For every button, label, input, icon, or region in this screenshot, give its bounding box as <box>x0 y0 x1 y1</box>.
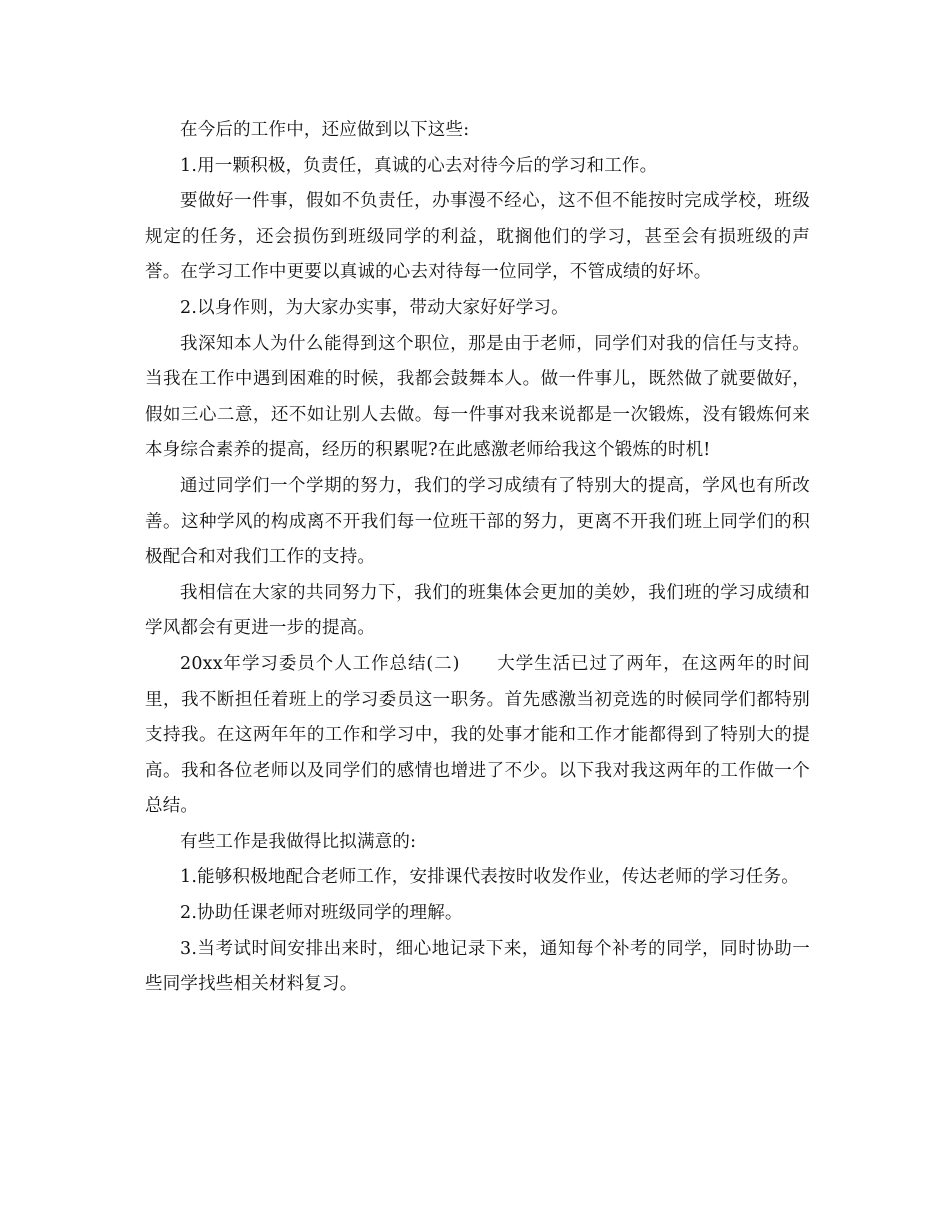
paragraph-list-1: 1.能够积极地配合老师工作，安排课代表按时收发作业，传达老师的学习任务。 <box>180 867 799 888</box>
paragraph-trust: 我深知本人为什么能得到这个职位，那是由于老师，同学们对我的信任与支持。当我在工作中遇到困难的时候，我都会鼓舞本人。做一件事儿，既然做了就要做好，假如三心二意，还不如让别人去做。每一件事对我来说都是一次锻炼，没有锻炼何来本身综合素养的提高，经历的积累呢?在此感激老师给我这个锻炼的时机! <box>145 333 810 461</box>
paragraph-satisfied: 有些工作是我做得比拟满意的: <box>180 831 417 852</box>
paragraph-belief: 我相信在大家的共同努力下，我们的班集体会更加的美妙，我们班的学习成绩和学风都会有更进一步的提高。 <box>145 582 810 639</box>
paragraph-item-1: 1.用一颗积极，负责任，真诚的心去对待今后的学习和工作。 <box>180 155 658 176</box>
paragraph-list-3: 3.当考试时间安排出来时，细心地记录下来，通知每个补考的同学，同时协助一些同学找些相关材料复习。 <box>145 938 810 995</box>
paragraph-list-2: 2.协助任课老师对班级同学的理解。 <box>180 903 463 924</box>
paragraph-intro: 在今后的工作中，还应做到以下这些: <box>180 120 470 140</box>
paragraph-responsibility: 要做好一件事，假如不负责任，办事漫不经心，这不但不能按时完成学校，班级规定的任务，还会损伤到班级同学的利益，耽搁他们的学习，甚至会有损班级的声誉。在学习工作中更要以真诚的心去对待每一位同学，不管成绩的好坏。 <box>145 191 810 283</box>
paragraph-progress: 通过同学们一个学期的努力，我们的学习成绩有了特别大的提高，学风也有所改善。这种学风的构成离不开我们每一位班干部的努力，更离不开我们班上同学们的积极配合和对我们工作的支持。 <box>145 475 810 568</box>
document-body <box>145 113 810 1003</box>
paragraph-summary-two: 20xx年学习委员个人工作总结(二) 大学生活已过了两年，在这两年的时间里，我不断担任着班上的学习委员这一职务。首先感激当初竞选的时候同学们都特别支持我。在这两年年的工作和学习中，我的处事才能和工作才能都得到了特别大的提高。我和各位老师以及同学们的感情也增进了不少。以下我对我这两年的工作做一个总结。 <box>145 653 810 817</box>
paragraph-item-2: 2.以身作则，为大家办实事，带动大家好好学习。 <box>180 297 569 318</box>
